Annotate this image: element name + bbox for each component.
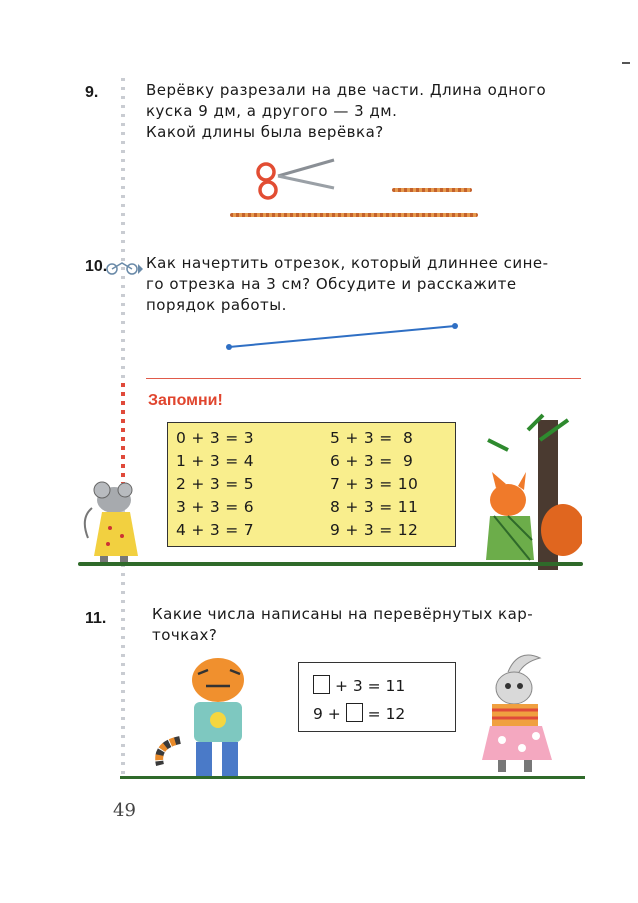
task-9-text [146,80,586,143]
addition-table [167,422,456,547]
card-row-2-left: 9 + [313,705,341,723]
grass-ground-2 [120,776,585,779]
table-row: 3 + 3 = 6 [176,498,254,516]
table-row: 6 + 3 = 9 [330,452,414,470]
task-11-number: 11. [85,610,107,627]
task-11-line-2: точках? [152,626,218,644]
task-10-number: 10. [85,258,108,275]
task-11-text [152,604,592,646]
task-9-number: 9. [85,84,99,101]
rope-long-piece [230,213,478,217]
table-row: 1 + 3 = 4 [176,452,254,470]
corner-tick [622,62,630,64]
mouse-illustration [80,478,152,568]
grass-ground [78,562,583,566]
margin-dots-red [121,383,125,483]
card-equations [298,662,456,732]
table-row: 5 + 3 = 8 [330,429,414,447]
hidden-card-square [313,675,330,694]
task-9-line-2: куска 9 дм, а другого — 3 дм. [146,102,398,120]
table-row: 0 + 3 = 3 [176,429,254,447]
fox-tree-illustration [468,410,582,570]
card-row-1 [313,675,405,695]
pair-work-icon [104,258,144,278]
card-row-1-text: + 3 = 11 [334,677,406,695]
task-9-line-1: Верёвку разрезали на две части. Длина одного [146,81,547,99]
tiger-illustration [150,650,270,780]
task-9-line-3: Какой длины была верёвка? [146,123,384,141]
scissors-icon [248,158,338,203]
task-11-line-1: Какие числа написаны на перевёрнутых кар- [152,605,534,623]
remember-heading: Запомни! [148,392,223,409]
table-row: 7 + 3 = 10 [330,475,419,493]
section-divider [146,378,581,379]
table-row: 9 + 3 = 12 [330,521,419,539]
page-number: 49 [113,800,136,821]
table-row: 8 + 3 = 11 [330,498,419,516]
task-10-line-3: порядок работы. [146,296,287,314]
card-row-2-right: = 12 [367,705,406,723]
hidden-card-square [346,703,363,722]
table-row: 2 + 3 = 5 [176,475,254,493]
blue-segment [222,320,462,352]
card-row-2 [313,703,405,723]
task-10-line-1: Как начертить отрезок, который длиннее сине- [146,254,549,272]
rabbit-illustration [478,652,578,777]
table-row: 4 + 3 = 7 [176,521,254,539]
rope-short-piece [392,188,472,192]
task-10-text [146,253,586,316]
task-10-line-2: го отрезка на 3 см? Обсудите и расскажите [146,275,517,293]
